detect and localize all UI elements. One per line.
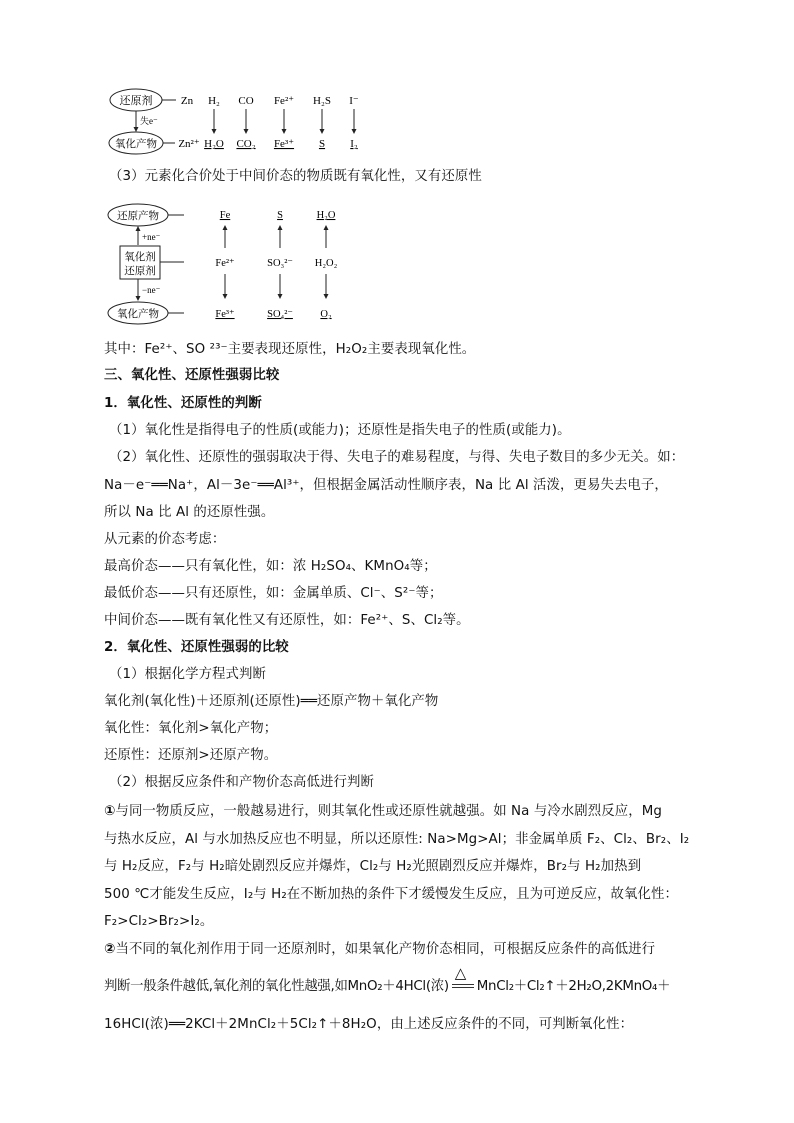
intermediate-row xyxy=(215,258,337,269)
subsection-2-title: 2．氧化性、还原性强弱的比较 xyxy=(104,640,289,655)
product-s: S xyxy=(318,138,326,150)
paragraph-12b: 与热水反应，Al 与水加热反应也不明显，所以还原性: Na>Mg>Al；非金属单质 F₂、Cl₂、Br₂、I₂ xyxy=(104,832,690,847)
paragraph-12c: 与 H₂反应，F₂与 H₂暗处剧烈反应并爆炸，Cl₂与 H₂光照剧烈反应并爆炸，Br₂与 H₂加热到 xyxy=(104,859,642,874)
reductant-label-2: 还原剂 xyxy=(124,266,156,277)
equation-part-1: 判断一般条件越低,氧化剂的氧化性越强,如MnO₂＋4HCl(浓) xyxy=(104,979,449,994)
circled-one-marker: ① xyxy=(104,804,116,819)
reductant-h2s: H₂S xyxy=(313,95,331,107)
oxidation-product-label-2: 氧化产物 xyxy=(117,309,159,320)
reductant-h2: H₂ xyxy=(208,95,220,107)
diagram-intermediate-valence xyxy=(104,200,374,328)
reduction-product-label: 还原产物 xyxy=(117,211,159,222)
paragraph-12a xyxy=(104,803,662,821)
paragraph-5: 最低价态——只有还原性，如：金属单质、Cl⁻、S²⁻等； xyxy=(104,586,443,601)
mid-so3: SO₃²⁻ xyxy=(267,258,293,269)
paragraph-13c: 16HCl(浓)══2KCl＋2MnCl₂＋5Cl₂↑＋8H₂O，由上述反应条件的不同，可判断氧化性： xyxy=(104,1017,634,1032)
product-zn2: Zn²⁺ xyxy=(178,138,200,150)
paragraph-2b: Na－e⁻══Na⁺，Al－3e⁻══Al³⁺，但根据金属活动性顺序表，Na 比 Al 活泼，更易失去电子， xyxy=(104,478,668,493)
equation-part-2: MnCl₂＋Cl₂↑＋2H₂O,2KMnO₄＋ xyxy=(476,979,671,994)
electron-loss-label-2: −ne⁻ xyxy=(142,285,161,295)
product-co2: CO₂ xyxy=(236,138,256,150)
item-3-text: （3）元素化合价处于中间价态的物质既有氧化性，又有还原性 xyxy=(109,169,482,184)
reductant-row xyxy=(181,95,359,107)
note-text: 其中：Fe²⁺、SO ²³⁻主要表现还原性，H₂O₂主要表现氧化性。 xyxy=(104,342,476,357)
paragraph-8: 氧化剂(氧化性)＋还原剂(还原性)══还原产物＋氧化产物 xyxy=(104,694,439,709)
paragraph-3: 从元素的价态考虑： xyxy=(104,532,226,547)
paragraph-13a xyxy=(104,941,655,959)
oxidation-product-row-2 xyxy=(215,309,332,320)
paragraph-6: 中间价态——既有氧化性又有还原性，如：Fe²⁺、S、Cl₂等。 xyxy=(104,613,470,628)
reductant-label: 还原剂 xyxy=(119,95,153,107)
mid-fe2: Fe²⁺ xyxy=(215,258,235,269)
mid-h2o2: H₂O₂ xyxy=(314,258,338,269)
rp-h2o: H₂O xyxy=(316,210,336,221)
reductant-fe2: Fe²⁺ xyxy=(273,95,295,107)
diagram-reductant-oxidation xyxy=(104,84,374,156)
rp-fe: Fe xyxy=(219,210,231,221)
paragraph-12d: 500 ℃才能发生反应，I₂与 H₂在不断加热的条件下才缓慢发生反应，且为可逆反应，故氧化性： xyxy=(104,887,679,902)
rp-s: S xyxy=(277,210,283,221)
paragraph-9: 氧化性：氧化剂>氧化产物； xyxy=(104,721,278,736)
reductant-zn: Zn xyxy=(180,95,194,107)
paragraph-7: （1）根据化学方程式判断 xyxy=(109,667,267,682)
oxidation-product-label: 氧化产物 xyxy=(115,139,157,150)
section-3-title: 三、氧化性、还原性强弱比较 xyxy=(104,368,280,383)
paragraph-12e: F₂>Cl₂>Br₂>I₂。 xyxy=(104,914,214,929)
product-fe3: Fe³⁺ xyxy=(273,138,295,150)
circled-two-marker: ② xyxy=(104,942,116,957)
reductant-co: CO xyxy=(238,95,254,107)
oxidant-label: 氧化剂 xyxy=(124,252,156,263)
paragraph-13b xyxy=(104,964,671,996)
product-i2: I₂ xyxy=(350,138,358,150)
op-so4: SO₄²⁻ xyxy=(267,309,293,320)
paragraph-10: 还原性：还原剂>还原产物。 xyxy=(104,748,278,763)
product-h2o: H₂O xyxy=(204,138,224,150)
paragraph-1: （1）氧化性是指得电子的性质(或能力)；还原性是指失电子的性质(或能力)。 xyxy=(109,423,571,438)
diagram1-arrows xyxy=(214,109,354,131)
electron-loss-label: 失e⁻ xyxy=(140,116,158,126)
reduction-product-row xyxy=(220,210,336,221)
paragraph-2c: 所以 Na 比 Al 的还原性强。 xyxy=(104,505,275,520)
op-fe3: Fe³⁺ xyxy=(215,309,235,320)
oxidation-product-row xyxy=(178,138,358,150)
subsection-1-title: 1．氧化性、还原性的判断 xyxy=(104,396,262,411)
electron-gain-label: +ne⁻ xyxy=(142,232,161,242)
paragraph-13a-text: 当不同的氧化剂作用于同一还原剂时，如果氧化产物价态相同，可根据反应条件的高低进行 xyxy=(115,942,656,957)
paragraph-12a-text: 与同一物质反应，一般越易进行，则其氧化性或还原性就越强。如 Na 与冷水剧烈反应，Mg xyxy=(115,804,662,819)
reductant-i: I⁻ xyxy=(349,95,359,107)
op-o2: O₂ xyxy=(320,309,332,320)
paragraph-11: （2）根据反应条件和产物价态高低进行判断 xyxy=(109,775,374,790)
paragraph-4: 最高价态——只有氧化性，如：浓 H₂SO₄、KMnO₄等； xyxy=(104,559,437,574)
heat-condition xyxy=(449,964,477,996)
paragraph-2a: （2）氧化性、还原性的强弱取决于得、失电子的难易程度，与得、失电子数目的多少无关。如： xyxy=(109,450,685,465)
heat-triangle-icon: △ xyxy=(454,964,467,982)
